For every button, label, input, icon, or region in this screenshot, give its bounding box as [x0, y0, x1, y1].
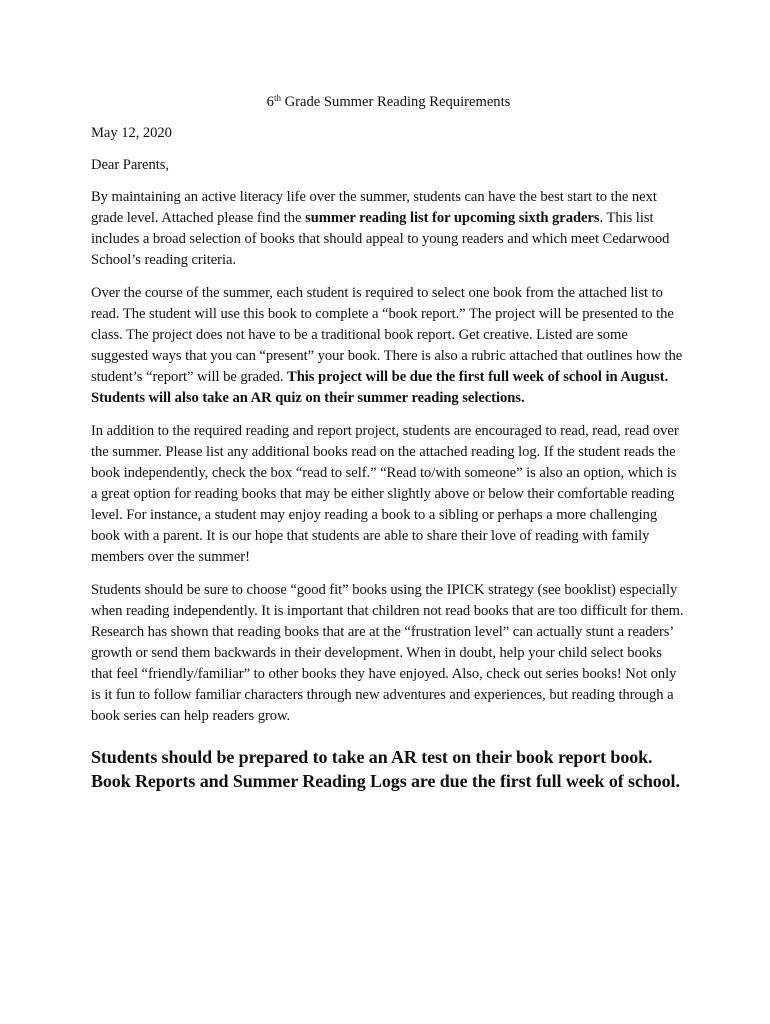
letter-date: May 12, 2020 [91, 125, 172, 141]
paragraph-reading-log: In addition to the required reading and report project, students are encouraged to read, read, read over the summer. Please list any additional books read on the attached reading log. If the student reads the book independently, check the box “read to self.” “Read to/with someone” is also an option, which is a great option for reading books that may be either slightly above or below their comfortable reading level. For instance, a student may enjoy reading a book to a sibling or perhaps a more challenging book with a parent. It is our hope that students are able to share their love of reading with family members over the summer! [91, 423, 679, 565]
title-superscript: th [273, 93, 281, 103]
paragraph-intro-bold: summer reading list for upcoming sixth graders [305, 210, 600, 226]
letter-greeting: Dear Parents, [91, 157, 169, 173]
title-text: Grade Summer Reading Requirements [280, 94, 511, 110]
paragraph-book-report-bold: This project will be due the first full week of school in August. Students will also take an AR quiz on their summer reading selections. [91, 369, 669, 406]
page-title [91, 92, 686, 113]
letter-body [91, 92, 686, 793]
closing-statement: Students should be prepared to take an AR test on their book report book. Book Reports and Summer Reading Logs are due the first full week of school. [91, 747, 680, 791]
paragraph-book-report [91, 283, 686, 409]
paragraph-intro-text-b: . This list includes a broad selection of books that should appeal to young readers and which meet Cedarwood School’s reading criteria. [91, 210, 670, 268]
paragraph-intro [91, 187, 686, 271]
title-grade-number: 6 [266, 94, 274, 110]
paragraph-book-report-text: Over the course of the summer, each student is required to select one book from the attached list to read. The student will use this book to complete a “book report.” The project will be presented to the class. The project does not have to be a traditional book report. Get creative. Listed are some suggested ways that you can “present” your book. There is also a rubric attached that outlines how the student’s “report” will be graded. [91, 285, 683, 385]
paragraph-intro-text-a: By maintaining an active literacy life over the summer, students can have the best start to the next grade level. Attached please find the [91, 189, 657, 226]
paragraph-good-fit-books: Students should be sure to choose “good fit” books using the IPICK strategy (see booklist) especially when reading independently. It is important that children not read books that are too difficult for them. Research has shown that reading books that are at the “frustration level” can actually stunt a readers’ growth or send them backwards in their development. When in doubt, help your child select books that feel “friendly/familiar” to other books they have enjoyed. Also, check out series books! Not only is it fun to follow familiar characters through new adventures and experiences, but reading through a book series can help readers grow. [91, 582, 684, 724]
